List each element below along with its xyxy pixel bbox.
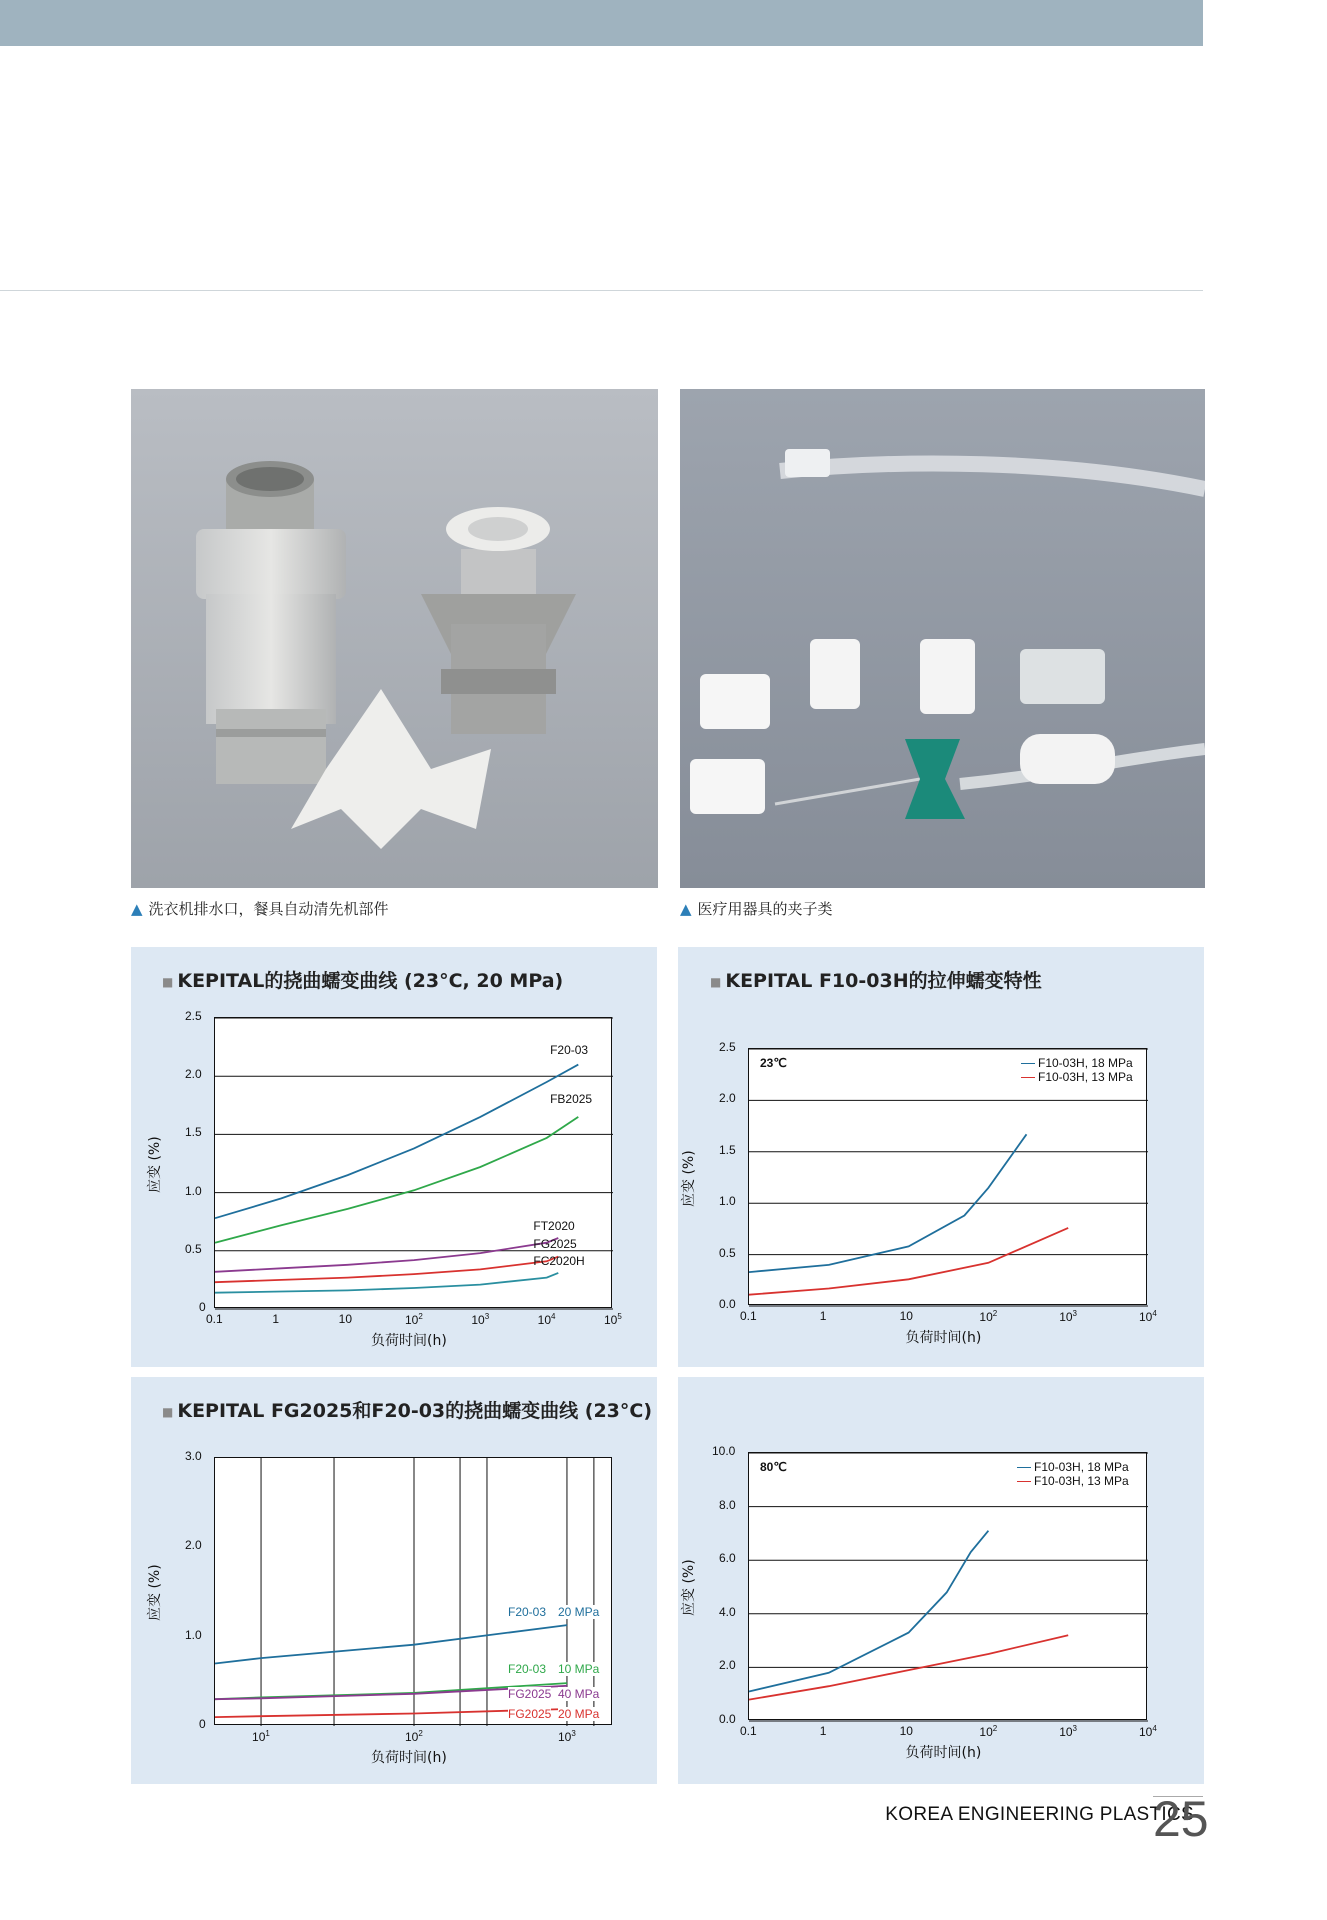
chart1-xtick-exponent: 3 (484, 1312, 490, 1321)
chart3-ytick-text: 2.0 (185, 1538, 202, 1553)
chart4-legend-label: F10-03H, 13 MPa (1034, 1474, 1129, 1488)
chart2-ytick-text: 1.0 (719, 1194, 736, 1209)
chart2-xtick-text: 10 (1059, 1310, 1073, 1324)
chart3-xlabel (371, 1747, 447, 1767)
chart3-svg (215, 1458, 613, 1726)
chart1-series-label-text: FG2025 (533, 1237, 577, 1252)
chart3-xtick-exponent: 2 (418, 1729, 423, 1738)
chart2-xtick (900, 1309, 913, 1323)
square-bullet-icon: ■ (162, 974, 174, 989)
chart4-temperature-text: 80℃ (760, 1460, 787, 1474)
chart1-ytick (185, 1125, 202, 1139)
chart4-ytick-text: 0.0 (719, 1712, 736, 1726)
chart1-ytick (185, 1184, 202, 1198)
chart2-ytick-text: 2.5 (719, 1040, 736, 1054)
chart4-ytick (719, 1551, 736, 1565)
chart2-ytick-text: 1.5 (719, 1142, 736, 1157)
series-line-f20-03-20-mpa (215, 1625, 567, 1663)
chart4-ytick (719, 1658, 736, 1672)
chart2-xlabel (906, 1327, 982, 1347)
caption-right-text: 医疗用器具的夹子类 (697, 900, 833, 918)
chart3-series-label-text: FG2025 (508, 1686, 552, 1701)
chart4-xtick-text: 10 (979, 1725, 993, 1739)
chart3-xtick-exponent: 3 (571, 1729, 576, 1738)
chart2-legend-item (1021, 1056, 1133, 1070)
chart1-xtick-exponent: 5 (617, 1312, 622, 1321)
chart2-xtick (740, 1309, 757, 1323)
chart1-series-label (533, 1254, 584, 1268)
chart4-xtick-text: 10 (1059, 1725, 1073, 1739)
chart3-ytick (185, 1628, 202, 1642)
chart1-xtick-text: 10 (471, 1313, 485, 1327)
chart1-ytick-text: 2.5 (185, 1009, 202, 1023)
chart3-xtick-text: 10 (557, 1730, 572, 1744)
chart4-ytick (719, 1498, 736, 1512)
chart3-plot (214, 1457, 612, 1725)
legend-swatch (1017, 1481, 1031, 1482)
chart4-ylabel (678, 1559, 698, 1616)
footer-brand: KOREA ENGINEERING PLASTICS (885, 1804, 1194, 1825)
chart1-ytick-text: 1.5 (185, 1125, 202, 1140)
top-color-band (0, 0, 1203, 46)
chart1-ytick (185, 1242, 202, 1256)
chart2-xtick-exponent: 2 (992, 1309, 998, 1318)
chart4-xtick (820, 1724, 827, 1738)
legend-swatch (1017, 1467, 1031, 1468)
chart1-title-text: KEPITAL的挠曲蠕变曲线 (23°C, 20 MPa) (177, 970, 564, 992)
chart4-xtick-exponent: 4 (1152, 1724, 1157, 1733)
chart2-ytick-text: 0.5 (719, 1245, 736, 1260)
chart2-legend-label: F10-03H, 18 MPa (1038, 1056, 1133, 1070)
chart1-series-label (533, 1219, 574, 1233)
caption-right (680, 898, 833, 919)
chart4-legend-label: F10-03H, 18 MPa (1034, 1460, 1129, 1474)
chart1-ytick-text: 2.0 (185, 1067, 202, 1082)
chart1-ytick-text: 0 (199, 1300, 206, 1314)
chart3-series-stress (558, 1707, 599, 1721)
chart3-series-label-text: F20-03 (508, 1661, 547, 1676)
chart3-series-stress-text: 20 MPa (558, 1707, 600, 1722)
chart3-xtick (252, 1729, 270, 1744)
chart2-plot (748, 1048, 1147, 1305)
chart3-ylabel-text: 应变 (%) (147, 1564, 163, 1621)
chart2-ytick (719, 1194, 736, 1208)
chart1-title (162, 966, 563, 993)
photo-medical-clips (680, 389, 1205, 888)
chart4-xtick-text: 10 (899, 1724, 913, 1738)
chart3-series-label-text: F20-03 (508, 1605, 547, 1620)
chart4-xtick-text: 0.1 (740, 1724, 757, 1738)
triangle-icon: ▲ (131, 900, 143, 918)
divider-line (0, 290, 1203, 291)
chart3-series-stress-text: 10 MPa (558, 1661, 600, 1676)
chart4-xlabel (906, 1742, 982, 1762)
chart2-ytick (719, 1143, 736, 1157)
chart2-ytick-text: 2.0 (719, 1091, 736, 1106)
chart2-xtick-exponent: 4 (1152, 1309, 1157, 1318)
chart4-xtick-exponent: 2 (992, 1724, 998, 1733)
chart1-series-label-text: FT2020 (533, 1218, 575, 1233)
chart1-xtick-exponent: 2 (418, 1312, 423, 1321)
chart4-plot (748, 1452, 1147, 1720)
chart1-xtick (604, 1312, 622, 1327)
chart3-series-label (508, 1687, 551, 1701)
chart4-legend (1017, 1460, 1129, 1488)
chart4-ytick-text: 6.0 (719, 1551, 736, 1566)
chart4-xtick (979, 1724, 997, 1739)
chart1-xlabel-text: 负荷时间(h) (371, 1333, 447, 1349)
series-line-fb2025 (215, 1117, 578, 1243)
chart1-series-label-text: FB2025 (550, 1091, 593, 1106)
legend-swatch (1021, 1077, 1035, 1078)
chart1-xtick-text: 10 (338, 1312, 353, 1326)
chart3-xtick-text: 10 (252, 1730, 266, 1744)
chart2-xtick-exponent: 3 (1072, 1309, 1077, 1318)
chart1-ylabel (144, 1136, 164, 1193)
chart4-ytick-text: 4.0 (719, 1604, 736, 1619)
chart3-series-label-text: FG2025 (508, 1707, 552, 1722)
chart2-xtick-text: 0.1 (740, 1309, 757, 1323)
triangle-icon: ▲ (680, 900, 692, 918)
chart1-series-label-text: F20-03 (550, 1042, 589, 1057)
chart2-ytick (719, 1246, 736, 1260)
chart3-series-stress-text: 20 MPa (558, 1605, 600, 1620)
chart2-ytick (719, 1297, 736, 1311)
chart4-xtick (740, 1724, 757, 1738)
chart4-xtick (900, 1724, 913, 1738)
chart4-xtick (1059, 1724, 1077, 1739)
chart2-temperature-text: 23℃ (760, 1056, 787, 1070)
chart1-xtick (339, 1312, 352, 1326)
chart3-ytick (185, 1538, 202, 1552)
chart1-xtick-text: 10 (604, 1313, 618, 1327)
chart3-xlabel-text: 负荷时间(h) (371, 1750, 447, 1766)
caption-left-text: 洗衣机排水口，餐具自动清先机部件 (148, 900, 389, 918)
chart3-series-stress (558, 1687, 599, 1701)
chart1-series-label (550, 1043, 588, 1057)
chart4-xtick (1139, 1724, 1157, 1739)
square-bullet-icon: ■ (710, 974, 722, 989)
chart3-series-label (508, 1605, 546, 1619)
chart1-xtick (272, 1312, 279, 1326)
chart1-series-label-text: FC2020H (533, 1253, 585, 1268)
square-bullet-icon: ■ (162, 1404, 174, 1419)
chart3-series-stress (558, 1662, 599, 1676)
chart1-xtick-text: 1 (272, 1312, 280, 1326)
chart3-ytick-text: 3.0 (185, 1449, 202, 1463)
chart1-ylabel-text: 应变 (%) (147, 1135, 163, 1193)
chart2-title (710, 966, 1042, 993)
chart4-legend-item (1017, 1474, 1129, 1488)
chart1-xtick-text: 10 (405, 1313, 419, 1327)
chart1-xtick-text: 10 (537, 1313, 552, 1327)
chart4-ylabel-text: 应变 (%) (681, 1559, 697, 1616)
chart2-title-text: KEPITAL F10-03H的拉伸蠕变特性 (725, 970, 1042, 992)
chart2-xtick (820, 1309, 827, 1323)
chart2-xtick-text: 10 (1139, 1310, 1153, 1324)
chart2-ylabel-text: 应变 (%) (681, 1149, 697, 1207)
chart2-xtick-text: 10 (899, 1309, 913, 1323)
chart2-ylabel (678, 1150, 698, 1207)
page-number: 25 (1153, 1791, 1209, 1847)
chart1-ytick-text: 0.5 (185, 1241, 202, 1256)
series-line-f10-03h-13-mpa (749, 1228, 1068, 1295)
chart4-temperature (760, 1460, 787, 1474)
chart1-xtick (206, 1312, 223, 1326)
chart3-xtick (405, 1729, 423, 1744)
chart2-xtick-text: 1 (819, 1309, 827, 1323)
chart2-ytick-text: 0.0 (719, 1297, 736, 1311)
chart2-legend (1021, 1056, 1133, 1084)
chart1-xtick-text: 0.1 (206, 1312, 223, 1326)
chart4-legend-item (1017, 1460, 1129, 1474)
chart2-ytick (719, 1091, 736, 1105)
chart3-xtick-exponent: 1 (265, 1729, 270, 1738)
chart3-ytick (199, 1717, 206, 1731)
chart4-ytick-text: 8.0 (719, 1497, 736, 1512)
chart4-xtick-text: 10 (1139, 1725, 1153, 1739)
chart2-temperature (760, 1056, 787, 1070)
chart3-title (162, 1396, 652, 1423)
chart2-xtick (1059, 1309, 1077, 1324)
chart2-ytick (719, 1040, 736, 1054)
chart1-ytick (199, 1300, 206, 1314)
chart2-legend-item (1021, 1070, 1133, 1084)
chart4-ytick-text: 10.0 (712, 1444, 736, 1458)
chart4-xtick-exponent: 3 (1072, 1724, 1077, 1733)
photo-washing-machine-parts (131, 389, 658, 888)
chart3-title-text: KEPITAL FG2025和F20-03的挠曲蠕变曲线 (23°C) (177, 1400, 653, 1422)
chart1-xtick (405, 1312, 423, 1327)
chart1-ytick (185, 1067, 202, 1081)
chart1-ytick (185, 1009, 202, 1023)
chart2-xtick-text: 10 (979, 1310, 993, 1324)
chart4-ytick (719, 1712, 736, 1726)
chart3-series-stress (558, 1605, 599, 1619)
chart3-xtick (558, 1729, 576, 1744)
chart3-series-label (508, 1662, 546, 1676)
legend-swatch (1021, 1063, 1035, 1064)
chart4-ytick (712, 1444, 735, 1458)
chart3-series-label (508, 1707, 551, 1721)
chart4-svg (749, 1453, 1148, 1721)
chart4-ytick-text: 2.0 (719, 1658, 736, 1673)
chart1-xlabel (371, 1330, 447, 1350)
chart2-xlabel-text: 负荷时间(h) (905, 1330, 982, 1346)
chart1-series-label (550, 1092, 592, 1106)
chart3-series-stress-text: 40 MPa (558, 1686, 600, 1701)
chart2-xtick (1139, 1309, 1157, 1324)
chart4-xlabel-text: 负荷时间(h) (905, 1745, 982, 1761)
chart4-ytick (719, 1605, 736, 1619)
chart3-ytick-text: 0 (199, 1717, 206, 1731)
chart2-xtick (979, 1309, 997, 1324)
chart1-xtick-exponent: 4 (551, 1312, 556, 1321)
chart1-series-label (533, 1237, 576, 1251)
chart3-ylabel (144, 1564, 164, 1621)
caption-left (131, 898, 389, 919)
chart1-ytick-text: 1.0 (185, 1183, 202, 1198)
chart2-legend-label: F10-03H, 13 MPa (1038, 1070, 1133, 1084)
chart3-xtick-text: 10 (405, 1730, 419, 1744)
chart2-svg (749, 1049, 1148, 1306)
chart3-ytick-text: 1.0 (185, 1627, 202, 1642)
chart4-xtick-text: 1 (819, 1724, 827, 1738)
chart1-xtick (538, 1312, 556, 1327)
chart1-xtick (471, 1312, 489, 1327)
chart3-ytick (185, 1449, 202, 1463)
